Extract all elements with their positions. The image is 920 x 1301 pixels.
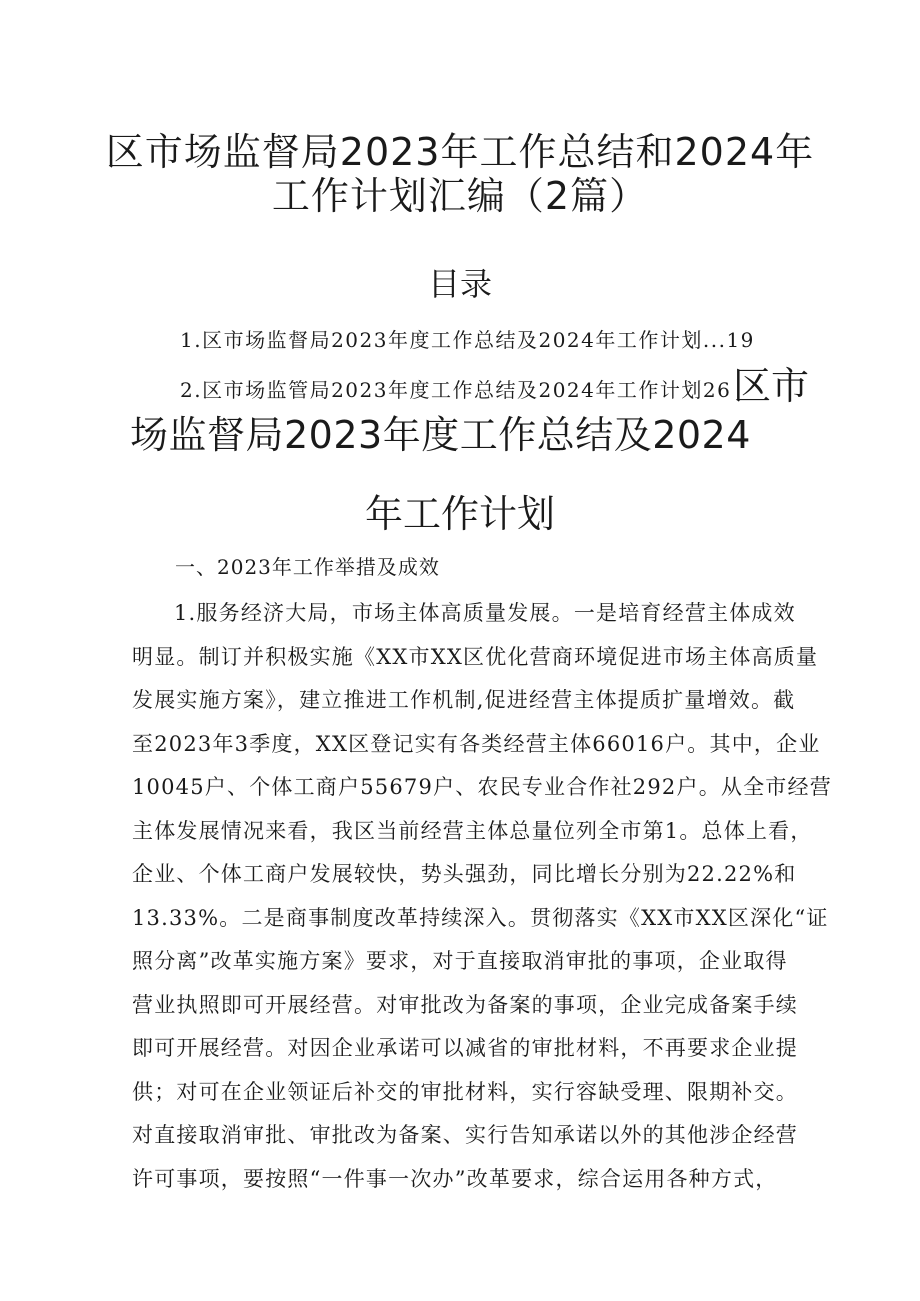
body-line: 营业执照即可开展经营。对审批改为备案的事项，企业完成备案手续 [132,992,798,1017]
section-heading: 一、2023年工作举措及成效 [175,555,440,579]
article-title-part-2: 场监督局2023年度工作总结及2024 [130,413,751,457]
body-line: 供；对可在企业领证后补交的审批材料，实行容缺受理、限期补交。 [132,1079,798,1104]
document-title-line-2: 工作计划汇编（2篇） [271,174,649,218]
article-title-part-1: 区市 [733,364,810,408]
body-line: 明显。制订并积极实施《XX市XX区优化营商环境促进市场主体高质量 [132,644,819,669]
toc-item-2[interactable]: 2.区市场监管局2023年度工作总结及2024年工作计划26 [180,378,732,402]
body-line: 发展实施方案》，建立推进工作机制,促进经营主体提质扩量增效。截 [132,688,796,712]
body-line: 13.33%。二是商事制度改革持续深入。贯彻落实《XX市XX区深化“证 [132,905,829,930]
body-line: 许可事项，要按照“一件事一次办”改革要求，综合运用各种方式， [132,1166,778,1191]
body-line: 即可开展经营。对因企业承诺可以减省的审批材料，不再要求企业提 [132,1036,798,1060]
toc-item-1[interactable]: 1.区市场监督局2023年度工作总结及2024年工作计划...19 [180,328,755,352]
toc-heading: 目录 [427,265,492,303]
body-line: 至2023年3季度，XX区登记实有各类经营主体66016户。其中，企业 [132,731,821,756]
document-title-line-1: 区市场监督局2023年工作总结和2024年 [105,130,815,174]
body-line: 主体发展情况来看，我区当前经营主体总量位列全市第1。总体上看， [132,818,813,843]
body-line: 1.服务经济大局，市场主体高质量发展。一是培育经营主体成效 [174,601,796,625]
body-paragraph [132,592,832,1201]
article-title-part-3: 年工作计划 [364,492,555,536]
body-line: 照分离”改革实施方案》要求，对于直接取消审批的事项，企业取得 [132,949,788,973]
body-line: 企业、个体工商户发展较快，势头强劲，同比增长分别为22.22%和 [132,862,797,886]
body-line: 对直接取消审批、审批改为备案、实行告知承诺以外的其他涉企经营 [132,1123,798,1147]
body-line: 10045户、个体工商户55679户、农民专业合作社292户。从全市经营 [132,775,832,799]
